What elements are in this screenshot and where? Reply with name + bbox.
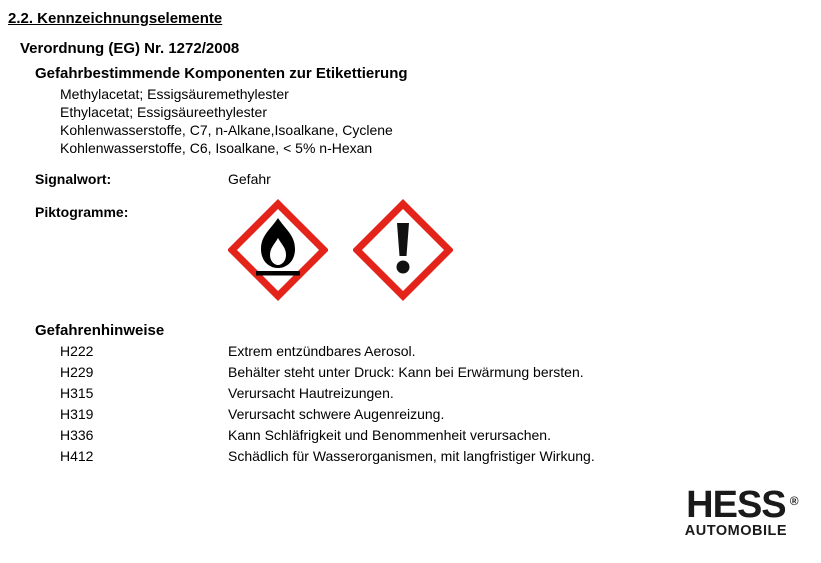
hazard-text: Kann Schläfrigkeit und Benommenheit verursachen. [228,427,551,443]
hess-automobile-logo [684,484,799,539]
pictograms-label: Piktogramme: [35,204,129,220]
hazard-code: H412 [60,448,94,464]
hazard-code: H319 [60,406,94,422]
hazard-statement-row [60,446,821,467]
registered-trademark-icon: ® [789,494,799,508]
ghs07-exclamation-icon [353,198,453,302]
ghs02-flame-icon [228,198,328,302]
signal-word-value: Gefahr [228,171,271,187]
signal-word-label: Signalwort: [35,171,112,187]
hazard-code: H336 [60,427,94,443]
hazard-statement-row [60,383,821,404]
component-item: Kohlenwasserstoffe, C7, n-Alkane,Isoalkane, Cyclene [60,122,393,138]
component-item: Methylacetat; Essigsäuremethylester [60,86,289,102]
hazard-code: H315 [60,385,94,401]
hazard-statement-row [60,425,821,446]
hazard-statement-row [60,404,821,425]
hazard-text: Extrem entzündbares Aerosol. [228,343,416,359]
hazard-text: Verursacht schwere Augenreizung. [228,406,445,422]
logo-wordmark [686,484,799,526]
components-heading: Gefahrbestimmende Komponenten zur Etikettierung [35,65,408,82]
logo-subtitle: AUTOMOBILE [684,523,787,539]
section-title: 2.2. Kennzeichnungselemente [8,10,223,27]
component-item: Ethylacetat; Essigsäureethylester [60,104,267,120]
hazard-text: Schädlich für Wasserorganismen, mit langfristiger Wirkung. [228,448,595,464]
components-list [60,85,821,157]
hazard-statements-list [8,341,821,467]
pictograms-group [228,198,453,314]
hazard-text: Behälter steht unter Druck: Kann bei Erwärmung bersten. [228,364,584,380]
hazard-statement-row [60,341,821,362]
signal-word-row [35,171,821,187]
logo-name: HESS [686,484,786,526]
regulation-heading: Verordnung (EG) Nr. 1272/2008 [20,40,240,57]
hazard-code: H229 [60,364,94,380]
hazard-text: Verursacht Hautreizungen. [228,385,394,401]
component-item: Kohlenwasserstoffe, C6, Isoalkane, < 5% n-Hexan [60,140,373,156]
hazard-statements-heading: Gefahrenhinweise [35,322,165,339]
hazard-statement-row [60,362,821,383]
pictograms-row [35,204,821,314]
hazard-code: H222 [60,343,94,359]
